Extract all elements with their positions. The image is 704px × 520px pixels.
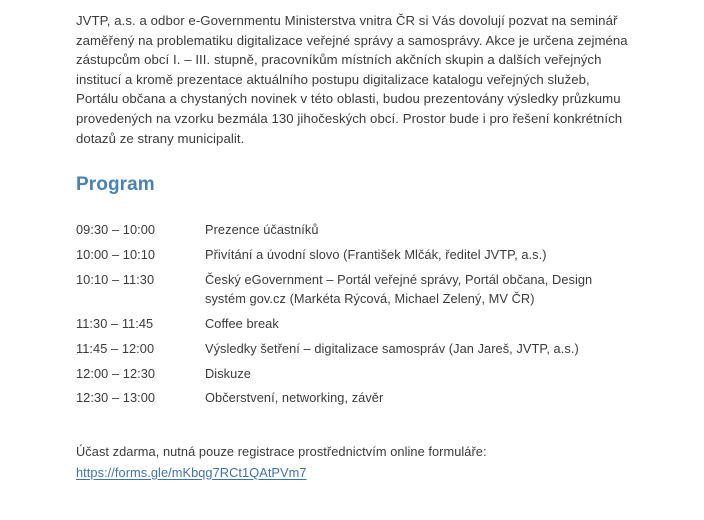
program-schedule-body [76,220,629,413]
program-time: 11:45 – 12:00 [76,340,155,356]
table-row [76,245,629,270]
program-description: Coffee break [205,315,279,331]
registration-note [76,442,628,482]
table-row [76,339,629,364]
intro-paragraph: JVTP, a.s. a odbor e-Governmentu Ministerstva vnitra ČR si Vás dovolují pozvat na seminář zaměřený na problematiku digitalizace veřejné správy a samosprávy. Akce je určena zejména zástupcům obcí I. – III. stupně, pracovníkům místních akčních skupin a dalších veřejných institucí a kromě prezentace aktuálního postupu digitalizace katalogu veřejných služeb, Portálu občana a chystaných novinek v této oblasti, budou prezentovány výsledky průzkumu provedených na vzorku bezmála 130 jihočeských obcí. Prostor bude i pro řešení konkrétních dotazů ze strany municipalit. [76,13,628,146]
table-row [76,220,629,245]
program-heading: Program [76,174,155,196]
program-time: 12:30 – 13:00 [76,390,156,406]
program-time: 12:00 – 12:30 [76,365,156,381]
program-time: 09:30 – 10:00 [76,222,156,238]
program-description: Přivítání a úvodní slovo (František Mlčák, ředitel JVTP, a.s.) [205,246,547,262]
program-description: Občerstvení, networking, závěr [205,390,384,406]
table-row [76,270,629,314]
table-row [76,364,629,389]
program-time: 11:30 – 11:45 [76,315,154,331]
program-description: Český eGovernment – Portál veřejné správy, Portál občana, Design systém gov.cz (Markéta Rýcová, Michael Zelený, MV ČR) [205,271,593,307]
program-description: Prezence účastníků [205,222,319,238]
program-time: 10:00 – 10:10 [76,246,156,262]
registration-note-text: Účast zdarma, nutná pouze registrace prostřednictvím online formuláře: [76,444,487,460]
table-row [76,388,629,413]
registration-form-link[interactable]: https://forms.gle/mKbqg7RCt1QAtPVm7 [76,464,307,480]
program-description: Výsledky šetření – digitalizace samospráv (Jan Jareš, JVTP, a.s.) [205,340,579,356]
program-time: 10:10 – 11:30 [76,271,155,287]
program-description: Diskuze [205,365,251,381]
table-row [76,314,629,339]
program-schedule-table [76,220,629,413]
